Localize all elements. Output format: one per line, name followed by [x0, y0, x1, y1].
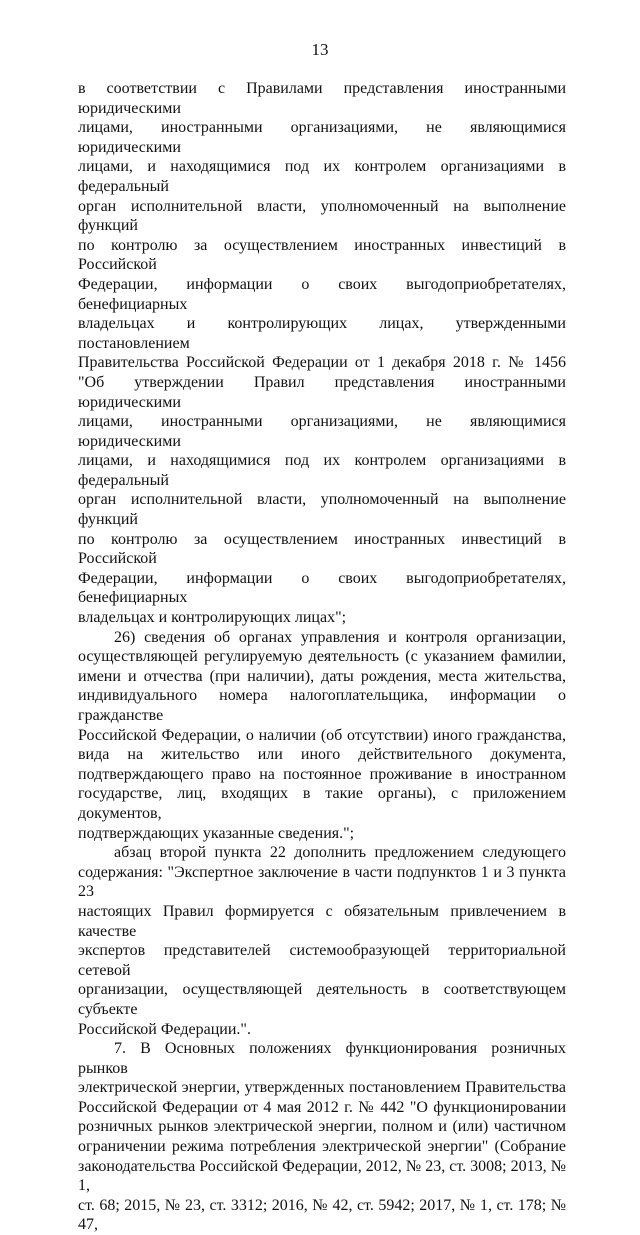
text-line: владельцах и контролирующих лицах"; [78, 609, 347, 627]
text-line: 7. В Основных положениях функционирования розничных рынков [78, 1040, 566, 1077]
text-line: лицами, иностранными организациями, не являющимися юридическими [78, 413, 566, 450]
text-line: ст. 68; 2015, № 23, ст. 3312; 2016, № 42, ст. 5942; 2017, № 1, ст. 178; № 47, [78, 1196, 566, 1234]
text-line: лицами, и находящимися под их контролем организациями в федеральный [78, 158, 566, 195]
paragraph-point-22-amendment [78, 843, 566, 1039]
text-line: по контролю за осуществлением иностранных инвестиций в Российской [78, 530, 566, 568]
text-line: по контролю за осуществлением иностранных инвестиций в Российской [78, 236, 566, 274]
text-line: электрической энергии, утвержденных постановлением Правительства [78, 1079, 566, 1097]
text-line: содержания: "Экспертное заключение в части подпунктов 1 и 3 пункта 23 [78, 863, 566, 901]
text-line: орган исполнительной власти, уполномоченный на выполнение функций [78, 197, 566, 235]
text-line: законодательства Российской Федерации, 2012, № 23, ст. 3008; 2013, № 1, [78, 1157, 566, 1195]
text-line: вида на жительство или иного действительного документа, [78, 746, 566, 764]
text-line: имени и отчества (при наличии), даты рождения, места жительства, [78, 667, 566, 685]
text-line: Российской Федерации.". [78, 1020, 251, 1038]
text-line: розничных рынков электрической энергии, полном и (или) частичном [78, 1118, 566, 1136]
page-number: 13 [311, 40, 329, 59]
text-line: 26) сведения об органах управления и контроля организации, [114, 628, 566, 646]
text-line: Федерации, информации о своих выгодоприобретателях, бенефициарных [78, 275, 566, 313]
text-line: подтверждающих указанные сведения."; [78, 824, 355, 842]
text-line: индивидуального номера налогоплательщика, информации о гражданстве [78, 687, 566, 724]
text-line: орган исполнительной власти, уполномоченный на выполнение функций [78, 491, 566, 529]
text-line: осуществляющей регулируемую деятельность (с указанием фамилии, [78, 648, 566, 666]
text-line: организации, осуществляющей деятельность в соответствующем субъекте [78, 981, 566, 1018]
text-line: Правительства Российской Федерации от 1 декабря 2018 г. № 1456 [78, 354, 566, 372]
text-line: Российской Федерации, о наличии (об отсутствии) иного гражданства, [78, 726, 566, 744]
text-line: экспертов представителей системообразующей территориальной сетевой [78, 942, 566, 979]
paragraph-rules-continuation [78, 79, 566, 628]
text-line: Федерации, информации о своих выгодоприобретателях, бенефициарных [78, 569, 566, 607]
paragraph-item-7 [78, 1039, 566, 1235]
text-line: настоящих Правил формируется с обязательным привлечением в качестве [78, 902, 566, 940]
document-body [78, 79, 566, 1235]
text-line: ограничении режима потребления электрической энергии" (Собрание [78, 1138, 566, 1156]
text-line: владельцах и контролирующих лицах, утвержденными постановлением [78, 315, 566, 352]
text-line: лицами, и находящимися под их контролем организациями в федеральный [78, 452, 566, 489]
text-line: подтверждающего право на постоянное проживание в иностранном [78, 765, 566, 783]
text-line: в соответствии с Правилами представления иностранными юридическими [78, 80, 566, 117]
text-line: "Об утверждении Правил представления иностранными юридическими [78, 373, 566, 411]
paragraph-item-26 [78, 628, 566, 844]
text-line: абзац второй пункта 22 дополнить предложением следующего [114, 844, 566, 862]
text-line: Российской Федерации от 4 мая 2012 г. № 442 "О функционировании [78, 1098, 566, 1116]
text-line: государстве, лиц, входящих в такие органы), с приложением документов, [78, 785, 566, 822]
text-line: лицами, иностранными организациями, не являющимися юридическими [78, 119, 566, 156]
